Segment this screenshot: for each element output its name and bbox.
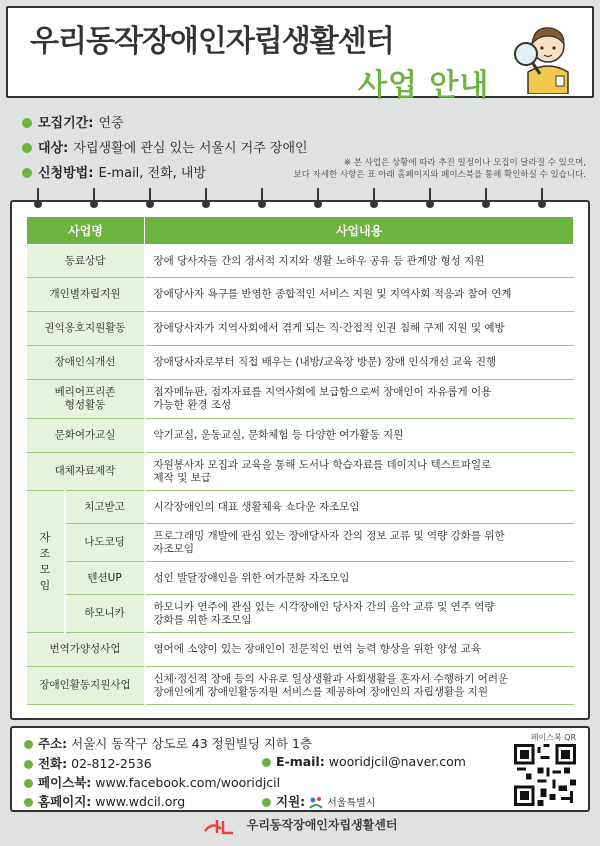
bullet-icon xyxy=(24,798,33,807)
bullet-icon xyxy=(22,168,32,178)
table-row: 자 조 모 임 치고받고 시각장애인의 대표 생활체육 쇼다운 자조모임 xyxy=(27,491,574,524)
table-row: 장애인활동지원사업 신체·정신적 장애 등의 사유로 일상생활과 사회생활을 혼자서 수행하기 어려운 장애인에게 장애인활동지원 서비스를 제공하여 장애인의 자립생활을 지원 xyxy=(27,667,574,705)
table-row: 나도코딩 프로그래밍 개발에 관심 있는 장애당사자 간의 정보 교류 및 역량 강화를 위한 자조모임 xyxy=(27,524,574,562)
info-period: 모집기간: 연중 xyxy=(22,112,124,131)
ring-icon xyxy=(538,188,546,208)
ring-icon xyxy=(314,188,322,208)
bullet-icon xyxy=(24,760,33,769)
org-footer: 우리동작장애인자립생활센터 xyxy=(0,816,600,835)
column-header-name: 사업명 xyxy=(27,217,145,245)
bullet-icon xyxy=(262,798,271,807)
table-row: 권익옹호지원활동 장애당사자가 지역사회에서 겪게 되는 직·간접적 인권 침해 구제 지원 및 예방 xyxy=(27,312,574,346)
table-row: 번역가양성사업 영어에 소양이 있는 장애인이 전문적인 번역 능력 향상을 위한 양성 교육 xyxy=(27,633,574,667)
contact-card xyxy=(10,726,590,812)
ring-icon xyxy=(146,188,154,208)
page-title: 우리동작장애인자립생활센터 xyxy=(30,24,394,59)
phone-link[interactable]: 02-812-2536 xyxy=(71,756,152,771)
info-target: 대상: 자립생활에 관심 있는 서울시 거주 장애인 xyxy=(22,137,308,156)
qr-label: 페이스북 QR xyxy=(530,733,576,742)
table-row: 동료상담 장애 당사자들 간의 정서적 지지와 생활 노하우 공유 등 관계망 형성 지원 xyxy=(27,245,574,278)
table-row: 개인별자립지원 장애당사자 욕구를 반영한 종합적인 서비스 지원 및 지역사회 적응과 참여 연계 xyxy=(27,278,574,312)
email-line: E-mail: wooridjcil@naver.com xyxy=(262,754,466,769)
ring-icon xyxy=(370,188,378,208)
support-line: 지원: 서울특별시 xyxy=(262,792,375,810)
facebook-qr-code[interactable] xyxy=(514,744,576,806)
org-logo-icon xyxy=(203,817,237,835)
address-line: 주소: 서울시 동작구 상도로 43 정원빌딩 지하 1층 xyxy=(24,734,312,752)
table-row: 베리어프리존 형성활동 점자메뉴판, 점자자료를 지역사회에 보급함으로써 장애인이 자유롭게 이용 가능한 환경 조성 xyxy=(27,380,574,419)
bullet-icon xyxy=(22,143,32,153)
info-apply: 신청방법: E-mail, 전화, 내방 xyxy=(22,162,206,181)
ring-icon xyxy=(482,188,490,208)
column-header-desc: 사업내용 xyxy=(145,217,574,245)
homepage-link[interactable]: www.wdcil.org xyxy=(95,794,186,809)
self-help-group-label: 자 조 모 임 xyxy=(27,491,65,633)
program-table xyxy=(26,216,574,705)
ring-icon xyxy=(90,188,98,208)
ring-icon xyxy=(202,188,210,208)
facebook-line: 페이스북: www.facebook.com/wooridjcil xyxy=(24,773,280,791)
table-row: 하모니카 하모니카 연주에 관심 있는 시각장애인 당사자 간의 음악 교류 및 연주 역량 강화를 위한 자조모임 xyxy=(27,595,574,633)
facebook-link[interactable]: www.facebook.com/wooridjcil xyxy=(95,775,281,790)
table-row: 대체자료제작 자원봉사자 모집과 교육을 통해 도서나 학습자료를 데이지나 텍스트파일로 제작 및 보급 xyxy=(27,453,574,491)
mascot-magnifier-icon xyxy=(508,16,590,94)
bullet-icon xyxy=(262,758,271,767)
table-row: 텐션UP 성인 발달장애인을 위한 여가문화 자조모임 xyxy=(27,562,574,595)
bullet-icon xyxy=(24,779,33,788)
program-card xyxy=(10,200,590,720)
binder-rings xyxy=(22,188,578,210)
header-card xyxy=(6,6,594,103)
seoul-logo-icon xyxy=(309,796,323,810)
homepage-line: 홈페이지: www.wdcil.org xyxy=(24,792,185,810)
notice-text: ※ 본 사업은 상황에 따라 추진 일정이나 모집이 달라질 수 있으며, 보다 자세한 사항은 표 아래 홈페이지와 페이스북을 통해 확인하실 수 있습니다. xyxy=(293,158,586,180)
bullet-icon xyxy=(22,118,32,128)
page-subtitle: 사업 안내 xyxy=(358,68,490,103)
ring-icon xyxy=(426,188,434,208)
phone-line: 전화: 02-812-2536 xyxy=(24,754,152,772)
email-link[interactable]: wooridjcil@naver.com xyxy=(328,754,466,769)
table-row: 장애인식개선 장애당사자로부터 직접 배우는 (내방/교육장 방문) 장애 인식개선 교육 진행 xyxy=(27,346,574,380)
ring-icon xyxy=(258,188,266,208)
table-row: 문화여가교실 악기교실, 운동교실, 문화체험 등 다양한 여가활동 지원 xyxy=(27,419,574,453)
table-header-row xyxy=(27,217,574,245)
bullet-icon xyxy=(24,740,33,749)
ring-icon xyxy=(34,188,42,208)
